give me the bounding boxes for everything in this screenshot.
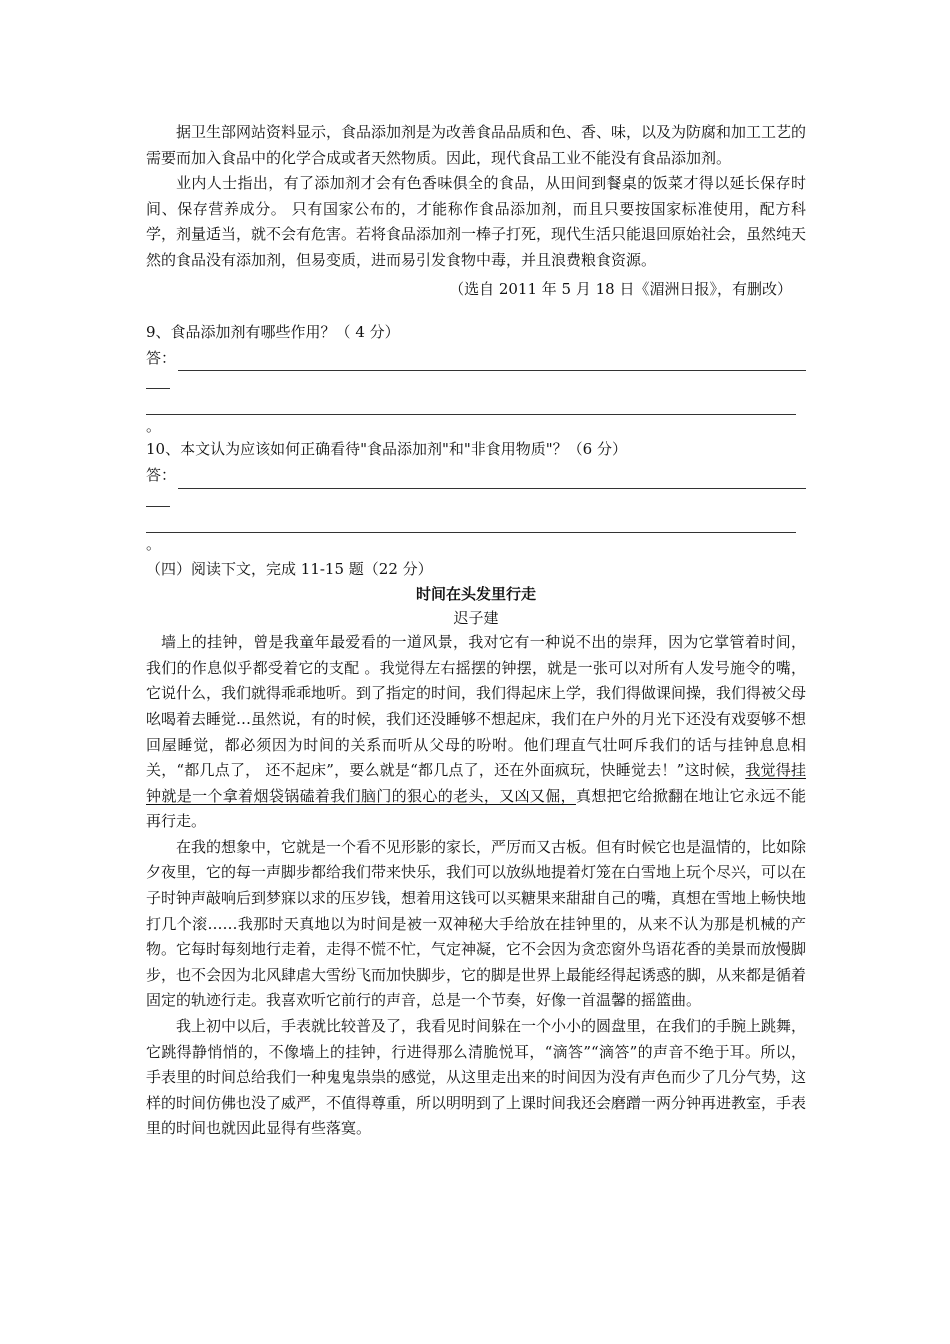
answer-line[interactable] [178, 353, 806, 371]
article-author: 迟子建 [453, 609, 499, 628]
answer-label: 答： [146, 465, 177, 484]
answer-label: 答： [146, 348, 177, 367]
passage-paragraph: 业内人士指出，有了添加剂才会有色香味俱全的食品，从田间到餐桌的饭菜才得以延长保存时间、保存营养成分。 只有国家公布的，才能称作食品添加剂，而且只要按国家标准使用，配方科学，剂量适当，就不会有危害。若将食品添加剂一棒子打死，现代生活只能退回原始社会，虽然纯天然的食品没有添加剂，但易变质，进而易引发食物中毒，并且浪费粮食资源。 [146, 174, 807, 269]
answer-end-mark: 。 [146, 534, 162, 553]
article-paragraph: 在我的想象中，它就是一个看不见形影的家长，严厉而又古板。但有时候它也是温情的，比如除夕夜里，它的每一声脚步都给我们带来快乐，我们可以放纵地提着灯笼在白雪地上玩个尽兴，可以在子时钟声敲响后到梦寐以求的压岁钱，想着用这钱可以买糖果来甜甜自己的嘴，真想在雪地上畅快地打几个滚……我那时天真地以为时间是被一双神秘大手给放在挂钟里的，从来不认为那是机械的产物。它每时每刻地行走着，走得不慌不忙，气定神凝，它不会因为贪恋窗外鸟语花香的美景而放慢脚步，也不会因为北风肆虐大雪纷飞而加快脚步，它的脚是世界上最能经得起诱惑的脚，从来都是循着固定的轨迹行走。我喜欢听它前行的声音，总是一个节奏，好像一首温馨的摇篮曲。 [146, 837, 807, 1010]
passage-paragraph: 据卫生部网站资料显示，食品添加剂是为改善食品品质和色、香、味，以及为防腐和加工工艺的需要而加入食品中的化学合成或者天然物质。因此，现代食品工业不能没有食品添加剂。 [146, 123, 807, 167]
document-page [146, 120, 806, 1142]
answer-line[interactable] [178, 471, 806, 489]
question-9: 9、食品添加剂有哪些作用？（ 4 分） [146, 323, 400, 342]
passage-source: （选自 2011 年 5 月 18 日《湄洲日报》，有删改） [449, 279, 792, 298]
question-10: 10、本文认为应该如何正确看待"食品添加剂"和"非食用物质"？（6 分） [146, 440, 627, 459]
answer-line[interactable] [146, 515, 796, 533]
answer-line[interactable] [146, 371, 170, 389]
paragraph-text: 真想把它给掀翻在地让它永远不能再行走。 [146, 786, 806, 831]
answer-area-9 [146, 346, 806, 372]
paragraph-text: 墙上的挂钟，曾是我童年最爱看的一道风景，我对它有一种说不出的崇拜，因为它掌管着时间， 我们的作息似乎都受着它的支配 。我觉得左右摇摆的钟摆，就是一张可以对所有人发号施令的嘴，它说什么，我们就得乖乖地听。到了指定的时间，我们得起床上学，我们得做课间操，我们得被父母吆喝着去睡觉…虽然说，有的时候，我们还没睡够不想起床，我们在户外的月光下还没有戏耍够不想回屋睡觉，都必须因为时间的关系而听从父母的吩咐。他们理直气壮呵斥我们的话与挂钟息息相关，“都几点了， 还不起床”，要么就是“都几点了，还在外面疯玩，快睡觉去！”这时候， [146, 633, 807, 780]
answer-line[interactable] [146, 489, 170, 507]
underlined-sentence: 我觉得挂钟就是一个拿着烟袋锅磕着我们脑门的狠心的老头，又凶又倔， [146, 761, 806, 805]
answer-line[interactable] [146, 397, 796, 415]
section-heading: （四）阅读下文，完成 11-15 题（22 分） [146, 559, 433, 578]
answer-end-mark: 。 [146, 417, 162, 436]
answer-area-10 [146, 463, 806, 489]
article-paragraph: 我上初中以后，手表就比较普及了，我看见时间躲在一个小小的圆盘里，在我们的手腕上跳舞，它跳得静悄悄的，不像墙上的挂钟，行进得那么清脆悦耳，“滴答”“滴答”的声音不绝于耳。所以，手表里的时间总给我们一种鬼鬼祟祟的感觉，从这里走出来的时间因为没有声色而少了几分气势，这样的时间仿佛也没了威严，不值得尊重，所以明明到了上课时间我还会磨蹭一两分钟再进教室，手表里的时间也就因此显得有些落寞。 [146, 1017, 807, 1138]
article-paragraph [146, 630, 806, 835]
article-title: 时间在头发里行走 [415, 585, 536, 604]
